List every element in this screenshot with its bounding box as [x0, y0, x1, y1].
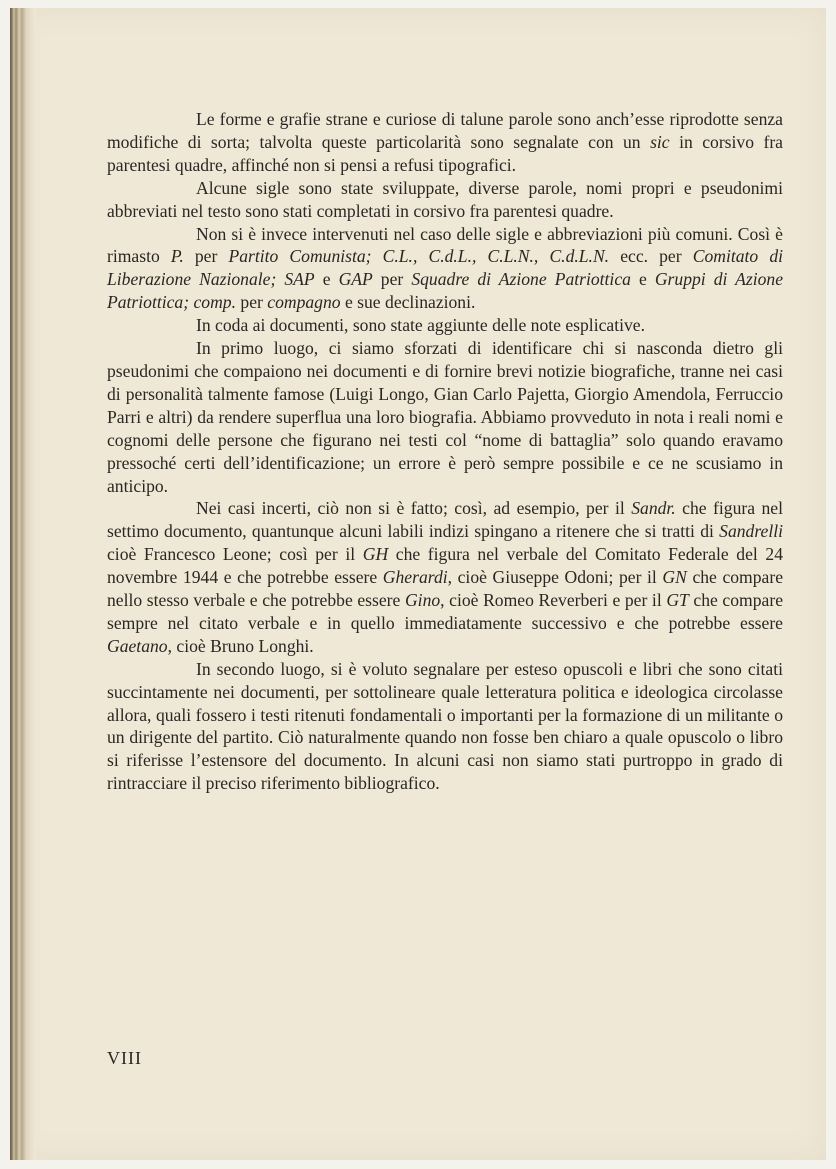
italic-run: Gherardi — [382, 567, 448, 588]
paragraph — [107, 337, 783, 497]
text-run: che figura nel settimo documento, quantunque alcuni labili indizi spingano a ritenere che si tratti di — [107, 498, 783, 542]
text-run: In coda ai documenti, sono state aggiunte delle note esplicative. — [196, 315, 645, 336]
text-run: per — [236, 292, 268, 313]
text-run: In secondo luogo, si è voluto segnalare per esteso opuscoli e libri che sono citati succintamente nei documenti, per sottolineare quale letteratura politica e ideologica circolasse allora, quali fossero i testi ritenuti fondamentali o importanti per la formazione di un militante o un dirigente del partito. Ciò naturalmente quando non fosse ben chiaro a quale opuscolo o libro si riferisse l’estensore del documento. In alcuni casi non siamo stati purtroppo in grado di rintracciare il preciso riferimento bibliografico. — [107, 658, 783, 794]
italic-run: GAP — [338, 269, 373, 290]
text-run: Nei casi incerti, ciò non si è fatto; così, ad esempio, per il — [196, 498, 632, 519]
text-run: Non si è invece intervenuti nel caso delle sigle e abbreviazioni più comuni. Così è rimasto — [107, 223, 783, 267]
italic-run: Sandr. — [631, 498, 676, 519]
text-run: cioè Francesco Leone; così per il — [107, 544, 363, 565]
paragraph — [107, 108, 783, 177]
text-run: che compare nello stesso verbale e che potrebbe essere — [107, 567, 784, 611]
page-number: VIII — [107, 1048, 142, 1068]
italic-run: Comitato di Liberazione Nazionale; SAP — [107, 246, 784, 290]
italic-run: sic — [650, 131, 670, 152]
body-text — [107, 108, 783, 795]
italic-run: Partito Comunista; C.L., C.d.L., C.L.N., C.d.L.N. — [228, 246, 610, 267]
text-run: Alcune sigle sono state sviluppate, diverse parole, nomi propri e pseudonimi abbreviati nel testo sono stati completati in corsivo fra parentesi quadre. — [107, 177, 783, 221]
italic-run: Gino — [404, 590, 441, 611]
italic-run: GN — [662, 567, 687, 588]
text-run: ecc. per — [609, 246, 693, 267]
text-run: e — [630, 269, 655, 290]
text-run: per — [372, 269, 412, 290]
text-run: in corsivo fra parentesi quadre, affinché non si pensi a refusi tipografici. — [107, 131, 783, 175]
paragraph — [107, 658, 783, 795]
italic-run: Squadre di Azione Patriottica — [411, 269, 631, 290]
italic-run: Gaetano — [107, 635, 168, 656]
text-run: Le forme e grafie strane e curiose di talune parole sono anch’esse riprodotte senza modifiche di sorta; talvolta queste particolarità sono segnalate con un — [107, 109, 783, 152]
text-run: che figura nel verbale del Comitato Federale del 24 novembre 1944 e che potrebbe essere — [107, 544, 783, 588]
text-run: In primo luogo, ci siamo sforzati di identificare chi si nascondа dietro gli pseudonimi che compaiono nei documenti e di fornire brevi notizie biografiche, tranne nei casi di personalità talmente famose (Luigi Longo, Gian Carlo Pajetta, Giorgio Amendola, Ferruccio Parri e altri) da rendere superflua una loro biografia. Abbiamo provveduto in nota i reali nomi e cognomi delle persone che figurano nei testi col “nome di battaglia” solo quando eravamo pressoché certi dell’identificazione; un errore è però sempre possibile e ce ne scusiamo in anticipo. — [107, 338, 783, 496]
paragraph — [107, 177, 783, 223]
text-run: e — [314, 269, 339, 290]
text-run: e sue declinazioni. — [340, 292, 476, 313]
text-run: , cioè Giuseppe Odoni; per il — [447, 567, 663, 588]
italic-run: Sandrelli — [719, 521, 783, 542]
italic-run: Gruppi di Azione Patriottica; comp. — [107, 269, 784, 313]
italic-run: GT — [666, 590, 689, 611]
text-run: , cioè Bruno Longhi. — [167, 635, 314, 656]
italic-run: P. — [170, 246, 184, 267]
italic-run: GH — [362, 544, 389, 565]
italic-run: compagno — [267, 292, 341, 313]
paragraph — [107, 497, 783, 657]
text-run: che compare sempre nel citato verbale e in quello immediatamente successivo e che potrebbe essere — [107, 590, 783, 633]
book-spine-edge — [10, 8, 36, 1160]
text-run: , cioè Romeo Reverberi e per il — [440, 590, 667, 611]
paragraph — [107, 314, 783, 337]
paragraph — [107, 223, 783, 315]
text-run: per — [183, 246, 229, 267]
